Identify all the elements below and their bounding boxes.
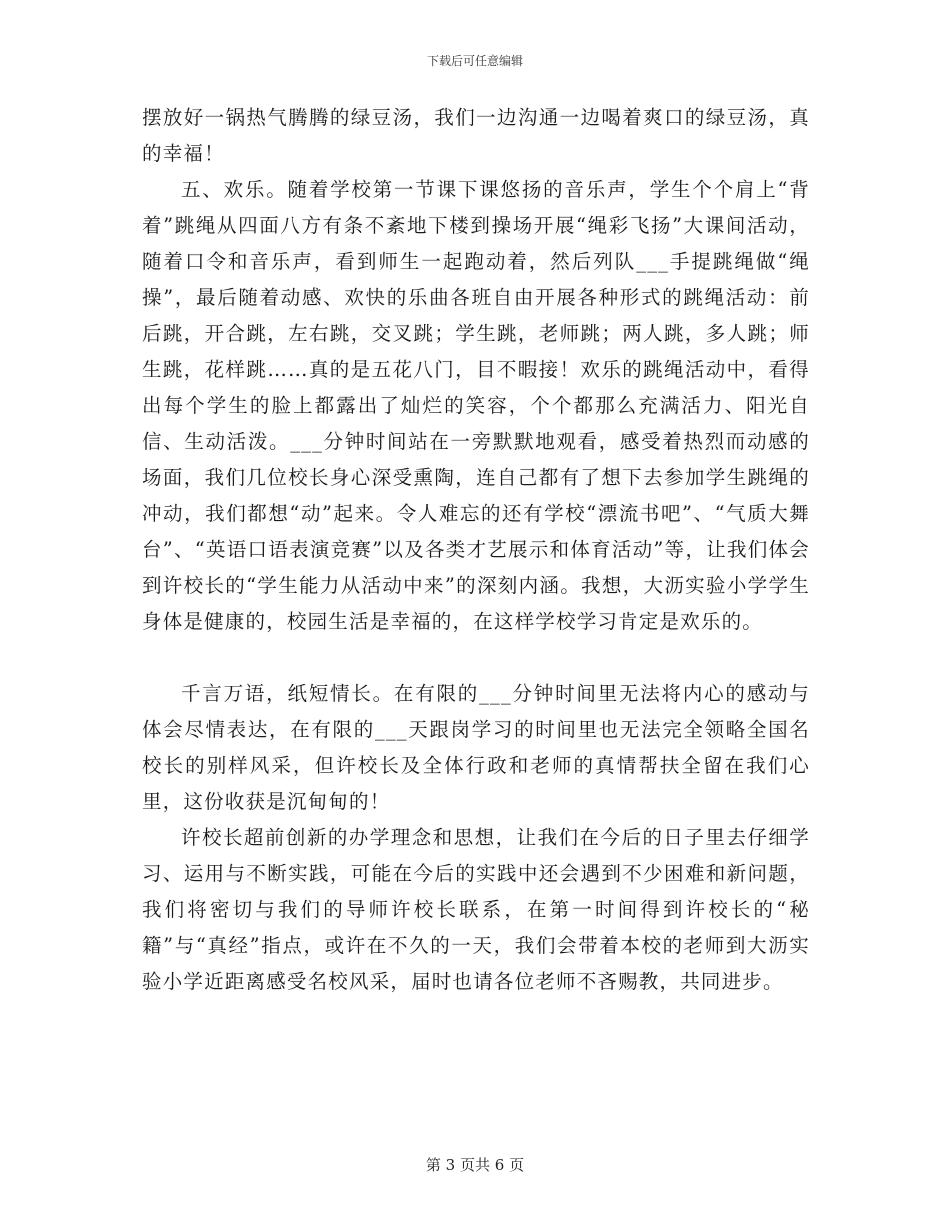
page-number: 第 3 页共 6 页 [425,1156,525,1174]
document-body [142,100,810,1000]
paragraph-spacer [142,640,810,676]
paragraph-3: 千言万语，纸短情长。在有限的___分钟时间里无法将内心的感动与体会尽情表达，在有限的___天跟岗学习的时间里也无法完全领略全国名校长的别样风采，但许校长及全体行政和老师的真情帮扶全留在我们心里，这份收获是沉甸甸的！ [142,682,810,813]
page-header: 下载后可任意编辑 [426,54,523,68]
paragraph-4: 许校长超前创新的办学理念和思想，让我们在今后的日子里去仔细学习、运用与不断实践，可能在今后的实践中还会遇到不少困难和新问题，我们将密切与我们的导师许校长联系，在第一时间得到许校长的“秘籍”与“真经”指点，或许在不久的一天，我们会带着本校的老师到大沥实验小学近距离感受名校风采，届时也请各位老师不吝赐教，共同进步。 [142,826,810,993]
paragraph-1: 摆放好一锅热气腾腾的绿豆汤，我们一边沟通一边喝着爽口的绿豆汤，真的幸福！ [142,106,810,165]
paragraph-2: 五、欢乐。随着学校第一节课下课悠扬的音乐声，学生个个肩上“背着”跳绳从四面八方有条不紊地下楼到操场开展“绳彩飞扬”大课间活动，随着口令和音乐声，看到师生一起跑动着，然后列队___手提跳绳做“绳操”，最后随着动感、欢快的乐曲各班自由开展各种形式的跳绳活动：前后跳，开合跳，左右跳，交叉跳；学生跳，老师跳；两人跳，多人跳；师生跳，花样跳……真的是五花八门，目不暇接！欢乐的跳绳活动中，看得出每个学生的脸上都露出了灿烂的笑容，个个都那么充满活力、阳光自信、生动活泼。___分钟时间站在一旁默默地观看，感受着热烈而动感的场面，我们几位校长身心深受熏陶，连自己都有了想下去参加学生跳绳的冲动，我们都想“动”起来。令人难忘的还有学校“漂流书吧”、“气质大舞台”、“英语口语表演竞赛”以及各类才艺展示和体育活动”等，让我们体会到许校长的“学生能力从活动中来”的深刻内涵。我想，大沥实验小学学生身体是健康的，校园生活是幸福的，在这样学校学习肯定是欢乐的。 [142,178,810,633]
